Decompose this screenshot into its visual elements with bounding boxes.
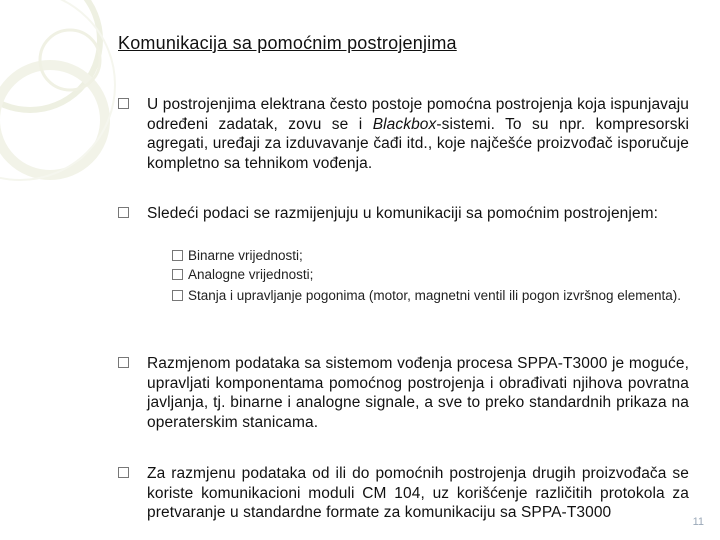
square-bullet-icon bbox=[172, 250, 183, 261]
sub-bullet-text-1: Binarne vrijednosti; bbox=[188, 248, 303, 263]
sub-bullet-text-2: Analogne vrijednosti; bbox=[188, 267, 314, 282]
square-bullet-icon bbox=[118, 207, 129, 218]
page-number: 11 bbox=[692, 516, 704, 528]
sub-bullet-item-3 bbox=[172, 287, 692, 305]
slide-title: Komunikacija sa pomoćnim postrojenjima bbox=[118, 33, 457, 53]
square-bullet-icon bbox=[118, 98, 129, 109]
bullet-text-4: Za razmjenu podataka od ili do pomoćnih postrojenja drugih proizvođača se koriste komunikacioni moduli CM 104, uz korišćenje različitih protokola za pretvaranje u standardne formate za komunikaciju sa SPPA-T3000 bbox=[147, 465, 689, 521]
bullet-text-3: Razmjenom podataka sa sistemom vođenja procesa SPPA-T3000 je moguće, upravljati komponentama pomoćnog postrojenja i obrađivati njihova povratna javljanja, tj. binarne i analogne signale, a sve to preko standardnih prikaza na operaterskim stanicama. bbox=[147, 355, 689, 431]
square-bullet-icon bbox=[172, 269, 183, 280]
bullet-item-2 bbox=[118, 204, 689, 224]
square-bullet-icon bbox=[118, 467, 129, 478]
bullet-text-2: Sledeći podaci se razmijenjuju u komunikaciji sa pomoćnim postrojenjem: bbox=[147, 205, 659, 222]
bullet-item-4 bbox=[118, 464, 689, 523]
decorative-circles-graphic bbox=[0, 0, 140, 540]
sub-bullet-item-1 bbox=[172, 247, 692, 265]
sub-bullet-text-3: Stanja i upravljanje pogonima (motor, magnetni ventil ili pogon izvršnog elementa). bbox=[188, 288, 682, 303]
bullet-item-3 bbox=[118, 354, 689, 432]
bullet-text-1: U postrojenjima elektrana često postoje pomoćna postrojenja koja ispunjavaju određeni zadatak, zovu se i Blackbox-sistemi. To su npr. kompresorski agregati, uređaji za izduvavanje čađi itd., koje najčešće proizvođač isporučuje kompletno sa tehnikom vođenja. bbox=[147, 96, 689, 172]
sub-bullet-item-2 bbox=[172, 266, 692, 284]
square-bullet-icon bbox=[118, 357, 129, 368]
bullet-item-1 bbox=[118, 95, 689, 173]
square-bullet-icon bbox=[172, 290, 183, 301]
